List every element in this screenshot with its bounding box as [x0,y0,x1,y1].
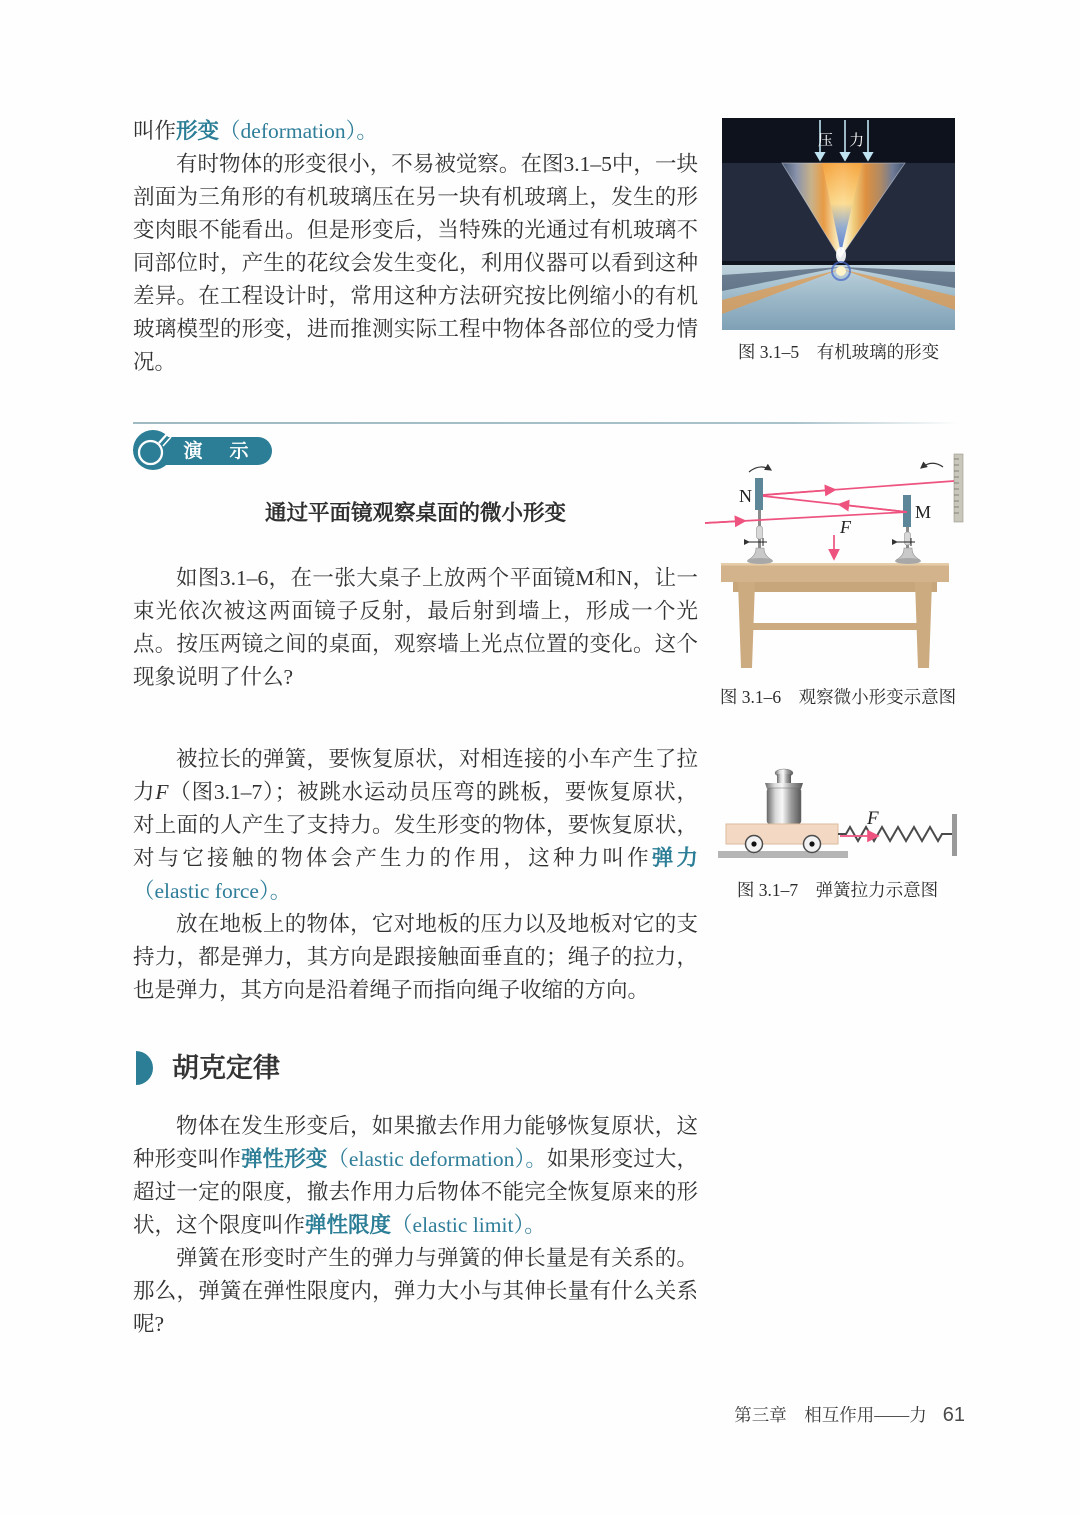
run: 如果形变过大，超过一定的限度，撤去作用力后物体不能完全恢复原来的形状，这个限度叫作 [133,1147,698,1237]
cart-wheel-hub [751,841,756,846]
keyword-deformation: 形变 [176,119,220,143]
wall [952,814,957,856]
figure-3-1-7 [710,752,965,901]
section-divider [133,422,959,424]
table-leg-right [915,582,932,668]
figure-3-1-7-caption: 图 3.1–7 弹簧拉力示意图 [736,880,939,900]
mirror-n [755,478,763,510]
page-footer [734,1402,965,1427]
demo-badge [133,427,278,475]
force-f-label: F [840,517,851,537]
final-ray-arrow [763,490,835,495]
keyword-elastic-limit-en: （elastic limit）。 [391,1213,546,1237]
paragraph-small-deformation: 有时物体的形变很小，不易被觉察。在图3.1–5中，一块剖面为三角形的有机玻璃压在另一块有机玻璃上，发生的形变肉眼不能看出。但是形变后，当特殊的光通过有机玻璃不同部位时，产生的花纹会发生变化，利用仪器可以看到这种差异。在工程设计时，常用这种方法研究按比例缩小的有机玻璃模型的形变，进而推测实际工程中物体各部位的受力情况。 [133,152,698,374]
run: 物体在发生形变后，如果撤去作用力能够恢复原状，这种形变叫作 [133,1114,698,1171]
keyword-elastic-deformation-en: （elastic deformation）。 [327,1147,547,1171]
paragraph-deformation-lead [133,115,698,148]
demo-title: 通过平面镜观察桌面的微小形变 [264,501,566,525]
keyword-elastic-limit: 弹性限度 [305,1213,392,1237]
pressure-label: 压 力 [817,132,871,149]
run: 被拉长的弹簧，要恢复原状，对相连接的小车产生了拉力 [133,747,698,804]
table [721,563,949,668]
reflected-ray-arrow [839,504,907,512]
paragraph-elastic-deformation [133,1110,698,1242]
run: （图3.1–7）；被跳水运动员压弯的跳板，要恢复原状，对上面的人产生了支持力。发生形变的物体，要恢复原状，对与它接触的物体会产生力的作用，这种力叫作 [133,780,698,870]
contact-glow [836,247,846,263]
symbol-f: F [155,780,169,804]
rotate-arrow-icon [921,463,943,468]
mirror-m-label: M [915,502,932,522]
diagram-micro-deformation [703,440,973,682]
demo-badge-label: 演 示 [183,441,253,462]
figure-3-1-5 [722,118,955,363]
chapter-title: 第三章 相互作用——力 [734,1405,927,1425]
lead-text: 叫作 [133,119,177,143]
keyword-deformation-en: （deformation）。 [219,119,378,143]
table-leg-left [738,582,755,668]
demo-paragraph: 如图3.1–6，在一张大桌子上放两个平面镜M和N，让一束光依次被这两面镜子反射，最后射到墙上，形成一个光点。按压两镜之间的桌面，观察墙上光点位置的变化。这个现象说明了什么? [133,566,698,689]
cart-wheel-hub [809,841,814,846]
keyword-elastic-deformation: 弹性形变 [240,1147,328,1171]
hooke-section [133,1110,698,1341]
spring [838,827,952,841]
ground [718,851,848,858]
force-f-label: F [867,808,879,829]
demo-body [133,562,698,694]
figure-3-1-5-caption: 图 3.1–5 有机玻璃的形变 [737,342,940,362]
figure-3-1-6-caption: 图 3.1–6 观察微小形变示意图 [719,687,957,707]
figure-3-1-6 [703,440,973,708]
paragraph-elastic-force [133,743,698,908]
paragraph-floor-support: 放在地板上的物体，它对地板的压力以及地板对它的支持力，都是弹力，其方向是跟接触面垂直的；绳子的拉力，也是弹力，其方向是沿着绳子而指向绳子收缩的方向。 [133,912,698,1002]
diagram-spring-pull [710,752,965,864]
photo-plexiglass-deformation [722,118,955,330]
heading-bullet [136,1051,153,1085]
page-number: 61 [942,1404,965,1426]
intro-section [133,115,698,379]
elastic-section [133,743,698,1007]
wall-ruler [954,454,963,522]
keyword-elastic-force: 弹力 [651,846,698,870]
weight [765,769,803,824]
incident-ray-arrow [705,521,745,523]
cart-body [726,824,838,844]
keyword-elastic-force-en: （elastic force）。 [133,879,292,903]
mirror-n-label: N [739,486,752,506]
table-crossbar [753,623,917,630]
rotate-arrow-icon [749,467,771,472]
paragraph-spring-question: 弹簧在形变时产生的弹力与弹簧的伸长量是有关系的。那么，弹簧在弹性限度内，弹力大小与其伸长量有什么关系呢? [133,1246,698,1336]
fringe-core [836,266,846,276]
hooke-law-heading: 胡克定律 [172,1053,280,1083]
